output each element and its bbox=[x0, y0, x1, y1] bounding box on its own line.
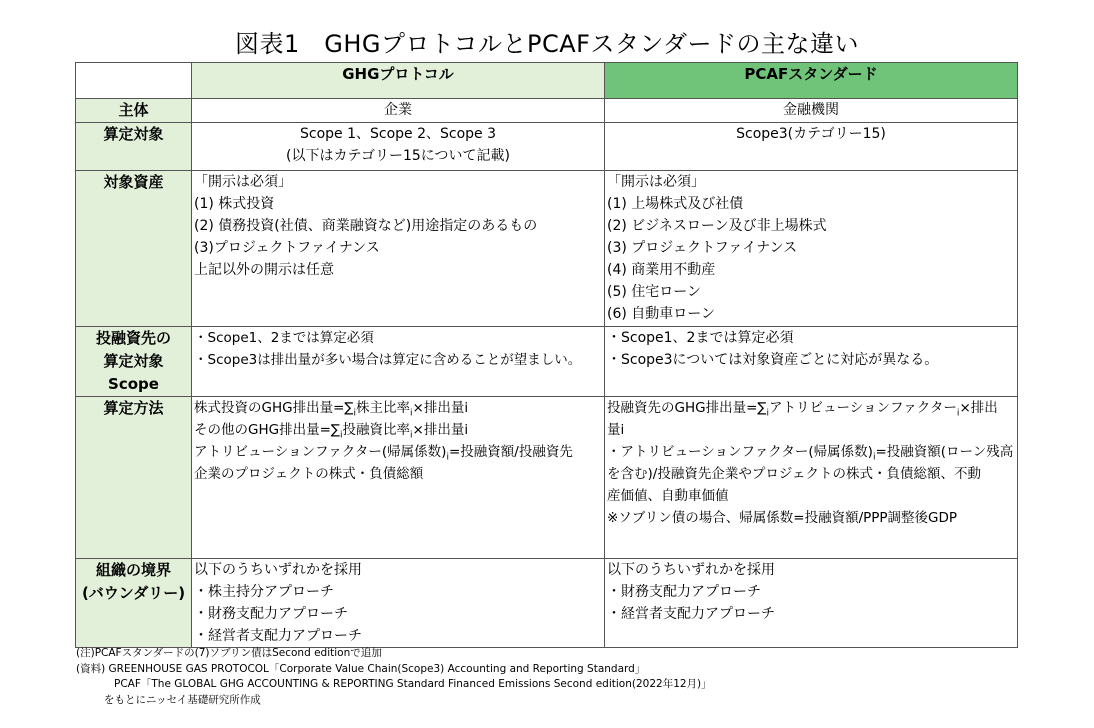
text-line: (6) 自動車ローン bbox=[607, 306, 716, 322]
text-line: 上記以外の開示は任意 bbox=[194, 262, 334, 278]
cell-pcaf-boundary bbox=[605, 559, 1018, 648]
formula-line: 株式投資のGHG排出量$=\sum_i$株主比率$_i$×排出量i bbox=[194, 400, 469, 419]
cell-ghg-boundary bbox=[192, 559, 605, 648]
note-line: (注)PCAFスタンダードの(7)ソブリン債はSecond editionで追加 bbox=[76, 647, 382, 659]
text-line: 以下のうちいずれかを採用 bbox=[194, 562, 362, 578]
text-line: ・Scope3については対象資産ごとに対応が異なる。 bbox=[607, 352, 939, 368]
header-ghg: GHGプロトコル bbox=[192, 63, 605, 99]
source-notes bbox=[76, 646, 712, 708]
text-line: ・株主持分アプローチ bbox=[194, 584, 334, 600]
row-label-assets: 対象資産 bbox=[76, 171, 192, 327]
text-line: 量i bbox=[607, 422, 625, 438]
text-line: 「開示は必須」 bbox=[194, 174, 292, 190]
figure-title: 図表1 GHGプロトコルとPCAFスタンダードの主な違い bbox=[234, 30, 860, 58]
text-line: (バウンダリー) bbox=[81, 584, 186, 602]
text-line: Scope bbox=[108, 375, 159, 393]
text-line: ・財務支配力アプローチ bbox=[194, 606, 348, 622]
text-line: (3)プロジェクトファイナンス bbox=[194, 240, 380, 256]
text-line: (1) 上場株式及び社債 bbox=[607, 196, 744, 212]
text-line: (1) 株式投資 bbox=[194, 196, 275, 212]
text-line: ・Scope1、2までは算定必須 bbox=[607, 330, 794, 346]
text-line: 算定対象 bbox=[103, 352, 164, 370]
cell-pcaf-method bbox=[605, 397, 1018, 559]
text-line: 以下のうちいずれかを採用 bbox=[607, 562, 775, 578]
cell-pcaf-entity: 金融機関 bbox=[605, 99, 1018, 123]
text-line: ・経営者支配力アプローチ bbox=[194, 628, 362, 644]
row-label-investee-scope bbox=[76, 327, 192, 397]
text-line: 産価値、自動車価値 bbox=[607, 488, 729, 504]
text-line: 企業のプロジェクトの株式・負債総額 bbox=[194, 466, 424, 482]
text-line: (以下はカテゴリー15について記載) bbox=[286, 148, 510, 164]
note-line: (資料) GREENHOUSE GAS PROTOCOL「Corporate Value Chain(Scope3) Accounting and Reporting Standard」 bbox=[76, 662, 646, 675]
note-line: PCAF「The GLOBAL GHG ACCOUNTING & REPORTING Standard Financed Emissions Second edition(2022年12月)」 bbox=[114, 678, 712, 690]
text-line: (3) プロジェクトファイナンス bbox=[607, 240, 798, 256]
row-label-method: 算定方法 bbox=[76, 397, 192, 559]
header-pcaf: PCAFスタンダード bbox=[605, 63, 1018, 99]
text-line: (4) 商業用不動産 bbox=[607, 262, 716, 278]
text-line: ・経営者支配力アプローチ bbox=[607, 606, 775, 622]
text-line: Scope 1、Scope 2、Scope 3 bbox=[299, 126, 497, 142]
formula-line: 投融資先のGHG排出量$=\sum_i$アトリビューションファクター$_i$×排出 bbox=[607, 400, 998, 419]
comparison-table bbox=[75, 62, 1018, 648]
row-label-entity: 主体 bbox=[76, 99, 192, 123]
text-line: ・Scope3は排出量が多い場合は算定に含めることが望ましい。 bbox=[194, 352, 582, 368]
text-line: を含む)/投融資先企業やプロジェクトの株式・負債総額、不動 bbox=[607, 466, 982, 482]
text-line: (5) 住宅ローン bbox=[607, 284, 702, 300]
text-line: ・Scope1、2までは算定必須 bbox=[194, 330, 374, 346]
text-line: 投融資先の bbox=[95, 329, 171, 347]
cell-ghg-method bbox=[192, 397, 605, 559]
formula-line: ・アトリビューションファクター(帰属係数)$_i=$投融資額(ローン残高 bbox=[607, 444, 1014, 463]
formula-line: アトリビューションファクター(帰属係数)$_i=$投融資額/投融資先 bbox=[194, 444, 573, 463]
cell-ghg-scope bbox=[192, 123, 605, 171]
text-line: (2) 債務投資(社債、商業融資など)用途指定のあるもの bbox=[194, 218, 538, 234]
note-line: をもとにニッセイ基礎研究所作成 bbox=[104, 693, 261, 706]
cell-pcaf-assets bbox=[605, 171, 1018, 327]
text-line: ※ソブリン債の場合、帰属係数=投融資額/PPP調整後GDP bbox=[607, 510, 958, 526]
cell-pcaf-investee bbox=[605, 327, 1018, 397]
row-label-boundary bbox=[76, 559, 192, 648]
formula-line: その他のGHG排出量$=\sum_i$投融資比率$_i$×排出量i bbox=[194, 422, 469, 441]
cell-ghg-investee bbox=[192, 327, 605, 397]
header-corner bbox=[76, 63, 192, 99]
text-line: 「開示は必須」 bbox=[607, 174, 705, 190]
text-line: (2) ビジネスローン及び非上場株式 bbox=[607, 218, 827, 234]
cell-ghg-entity: 企業 bbox=[192, 99, 605, 123]
text-line: 組織の境界 bbox=[95, 561, 171, 579]
cell-ghg-assets bbox=[192, 171, 605, 327]
text-line: ・財務支配力アプローチ bbox=[607, 584, 761, 600]
row-label-scope: 算定対象 bbox=[76, 123, 192, 171]
cell-pcaf-scope: Scope3(カテゴリー15) bbox=[605, 123, 1018, 171]
